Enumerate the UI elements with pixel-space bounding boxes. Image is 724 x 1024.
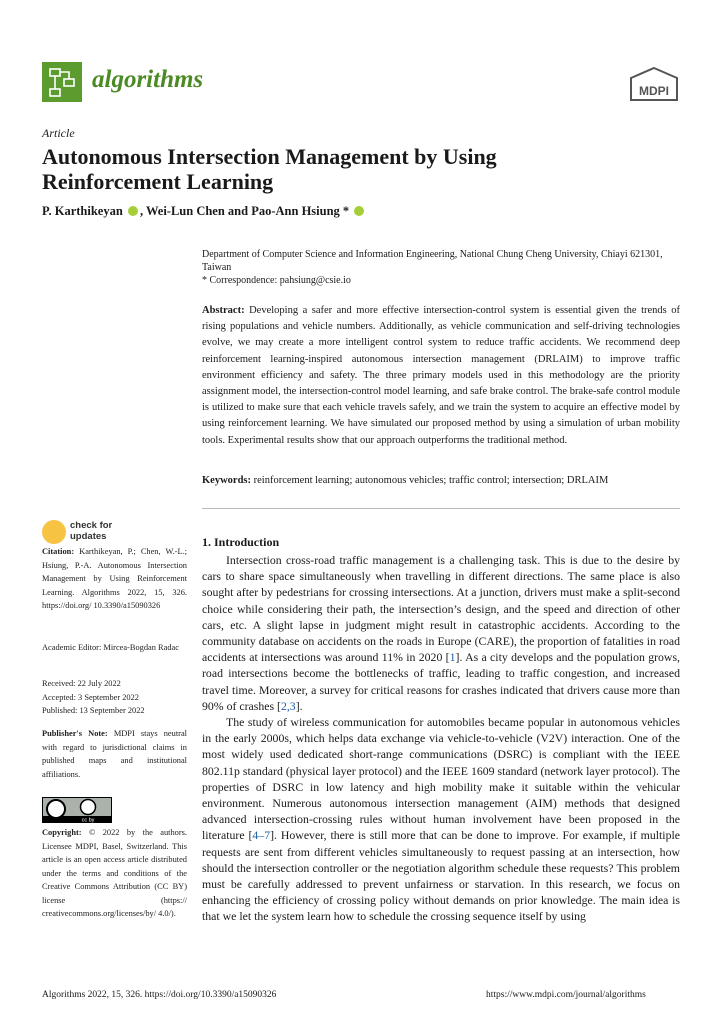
citation-text: Karthikeyan, P.; Chen, W.-L.; Hsiung, P.-A. Autonomous Intersection Management by Using Reinforcement Learning. Algorithms 2022, 15, 326. https://doi.org/ 10.3390/a15090326 bbox=[42, 547, 188, 610]
author-list bbox=[42, 204, 366, 219]
citation-link[interactable]: 2,3 bbox=[280, 698, 296, 713]
text-run: ]. bbox=[295, 698, 303, 713]
affiliation-block bbox=[202, 248, 680, 287]
footer-journal-url[interactable]: https://www.mdpi.com/journal/algorithms bbox=[486, 990, 646, 1000]
paragraph bbox=[202, 714, 680, 925]
abstract-text: Developing a safer and more effective intersection-control system is essential given the trends of rising populations and vehicle numbers. Additionally, as vehicle communication and self-driving technologies evolve, we may create a more intelligent control system to reduce traffic accidents. We recommend deep reinforcement learning-inspired autonomous intersection management (DRLAIM) to improve traffic environment efficiency and safety. The three primary models used in this methodology are the priority assignment model, the intersection-control model learning, and safe brake control. The brake-safe control module is utilized to make sure that each vehicle travels safely, and we train the system to acquire an effective model by using reinforcement learning. We have simulated our proposed method by using a simulation of urban mobility tools. Experimental results show that our approach outperforms the traditional method. bbox=[202, 305, 680, 446]
publication-dates bbox=[42, 677, 187, 718]
accepted-date: Accepted: 3 September 2022 bbox=[42, 692, 139, 702]
publisher-note bbox=[42, 727, 187, 781]
publisher-note-text: MDPI stays neutral with regard to jurisdictional claims in published maps and institutional affiliations. bbox=[42, 729, 187, 779]
affiliation: Department of Computer Science and Information Engineering, National Chung Cheng University, Chiayi 621301, Taiwan bbox=[202, 249, 663, 273]
cc-badge-text: cc by bbox=[81, 817, 95, 823]
keywords-label: Keywords: bbox=[202, 475, 251, 486]
copyright-text: © 2022 by the authors. Licensee MDPI, Basel, Switzerland. This article is an open access article distributed under the terms and conditions of the Creative Commons Attribution (CC BY) license (https:// creativecommons.org/licenses/by/ 4.0/). bbox=[42, 828, 188, 918]
author-name: Wei-Lun Chen and Pao-Ann Hsiung * bbox=[145, 204, 350, 218]
journal-name: algorithms bbox=[92, 66, 204, 93]
abstract bbox=[202, 303, 680, 449]
paragraph bbox=[202, 552, 680, 714]
mdpi-logo-text: MDPI bbox=[639, 84, 669, 98]
academic-editor: Academic Editor: Mircea-Bogdan Radac bbox=[42, 643, 179, 652]
publisher-note-label: Publisher's Note: bbox=[42, 729, 108, 738]
received-date: Received: 22 July 2022 bbox=[42, 679, 121, 688]
author-name: P. Karthikeyan bbox=[42, 204, 123, 218]
section-heading: 1. Introduction bbox=[202, 535, 280, 549]
copyright-label: Copyright: bbox=[42, 828, 82, 837]
citation-block bbox=[42, 545, 187, 613]
article-title: Autonomous Intersection Management by Using Reinforcement Learning bbox=[42, 144, 497, 194]
text-run: ]. However, there is still more that can be done to improve. For example, if multiple requests are sent from different vehicles simultaneously to request passing at an intersection, how should the intersection controller or the negotiation algorithm schedule these requests? This problem must be carefully addressed to prevent unfairness or starvation. In this research, we focus on enhancing the efficiency of crossing policy without demands on prior knowledge. The main idea is that we let the system learn how to schedule the crossing sequence itself by using bbox=[202, 828, 680, 924]
citation-link[interactable]: 1 bbox=[449, 650, 456, 665]
orcid-icon[interactable] bbox=[354, 206, 364, 216]
abstract-label: Abstract: bbox=[202, 305, 245, 316]
mdpi-logo bbox=[628, 66, 680, 104]
text-run: Intersection cross-road traffic management is a challenging task. This is due to the desire by cars to share space simultaneously when travelling in different directions. The same place is also sought after by pedestrians for crossing intersections. At a junction, drivers must make a split-second choice while considering their path, the intersection’s design, and the speed and direction of other cars, etc. A slight lapse in judgment might result in catastrophic accidents. According to the community database on accidents on the roads in Europe (CARE), the proportion of fatalities in road accidents at intersections was around 11% in 2020 [ bbox=[202, 553, 680, 665]
section-body bbox=[202, 552, 680, 925]
footer-citation: Algorithms 2022, 15, 326. https://doi.org/10.3390/a15090326 bbox=[42, 990, 277, 1000]
cc-by-license-icon[interactable] bbox=[42, 797, 112, 823]
published-date: Published: 13 September 2022 bbox=[42, 706, 145, 715]
section-divider bbox=[202, 508, 680, 509]
copyright-block bbox=[42, 826, 187, 921]
keywords bbox=[202, 475, 680, 486]
journal-logo bbox=[42, 62, 82, 102]
check-for-updates-badge[interactable] bbox=[42, 518, 152, 546]
text-run: ]. As a city develops and the population grows, road intersections become the bottlenecks of traffic, leading to traffic congestion, and increased travel time. Moreover, a survey for critical reasons for crashes indicated that drivers cause more than 90% of crashes [ bbox=[202, 650, 680, 713]
citation-link[interactable]: 4–7 bbox=[252, 828, 271, 843]
text-run: The study of wireless communication for automobiles became popular in autonomous vehicles in the early 2000s, which helps data exchange via vehicle-to-vehicle (V2V) interaction. One of the most widely used dedicated short-range communications (DSRC) is compliant with the IEEE 802.11p standard (physical layer protocol) and the IEEE 1609 standard (network layer protocol). The properties of DSRC in low latency and high mobility make it suitable within the vehicular environment. Numerous autonomous intersection management (AIM) methods that designed advanced intersection-crossing rules without human involvement have been proposed in the literature [ bbox=[202, 715, 680, 843]
author-separator: , bbox=[139, 204, 146, 218]
article-type: Article bbox=[42, 126, 75, 140]
check-updates-icon bbox=[42, 520, 66, 544]
citation-label: Citation: bbox=[42, 547, 75, 556]
orcid-icon[interactable] bbox=[128, 206, 138, 216]
keywords-text: reinforcement learning; autonomous vehicles; traffic control; intersection; DRLAIM bbox=[253, 475, 609, 486]
check-updates-label: check for updates bbox=[70, 520, 113, 542]
correspondence: * Correspondence: pahsiung@csie.io bbox=[202, 275, 351, 286]
